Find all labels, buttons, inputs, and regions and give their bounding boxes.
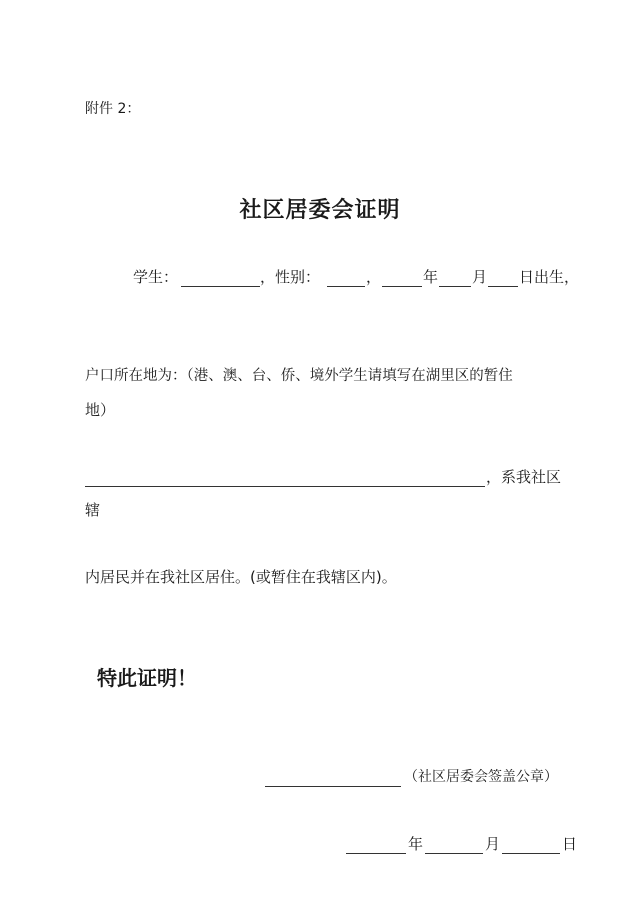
household-registration-text: 户口所在地为：（港、澳、台、侨、境外学生请填写在湖里区的暂住 [85, 368, 513, 384]
birth-day-blank[interactable] [488, 286, 518, 287]
comma-separator: ， [366, 268, 382, 286]
watermark-logo [550, 851, 610, 865]
student-label: 学生： [133, 268, 179, 286]
stamp-blank[interactable] [265, 786, 401, 787]
date-month-label: 月 [485, 835, 501, 853]
document-title: 社区居委会证明 [239, 198, 401, 223]
birth-month-label: 月 [472, 268, 488, 286]
stamp-note: （社区居委会签盖公章） [404, 769, 558, 785]
gender-blank[interactable] [327, 286, 365, 287]
student-name-blank[interactable] [181, 286, 260, 287]
birth-year-blank[interactable] [382, 286, 422, 287]
gender-label: ，性别： [260, 268, 321, 286]
resident-statement: 内居民并在我社区居住。(或暂住在我辖区内)。 [85, 568, 397, 586]
date-day-label: 日 [562, 835, 578, 853]
household-registration-text-cont: 地） [85, 401, 116, 419]
certify-heading: 特此证明！ [97, 666, 197, 690]
community-jurisdiction-text: ，系我社区 [486, 468, 562, 486]
date-year-label: 年 [408, 835, 424, 853]
date-year-blank[interactable] [346, 853, 406, 854]
date-month-blank[interactable] [425, 853, 483, 854]
birth-year-label: 年 [423, 268, 439, 286]
address-blank[interactable] [85, 486, 485, 487]
jurisdiction-char: 辖 [85, 501, 101, 519]
attachment-label: 附件 2： [85, 101, 141, 117]
birth-day-label: 日出生， [519, 268, 580, 286]
birth-month-blank[interactable] [439, 286, 471, 287]
